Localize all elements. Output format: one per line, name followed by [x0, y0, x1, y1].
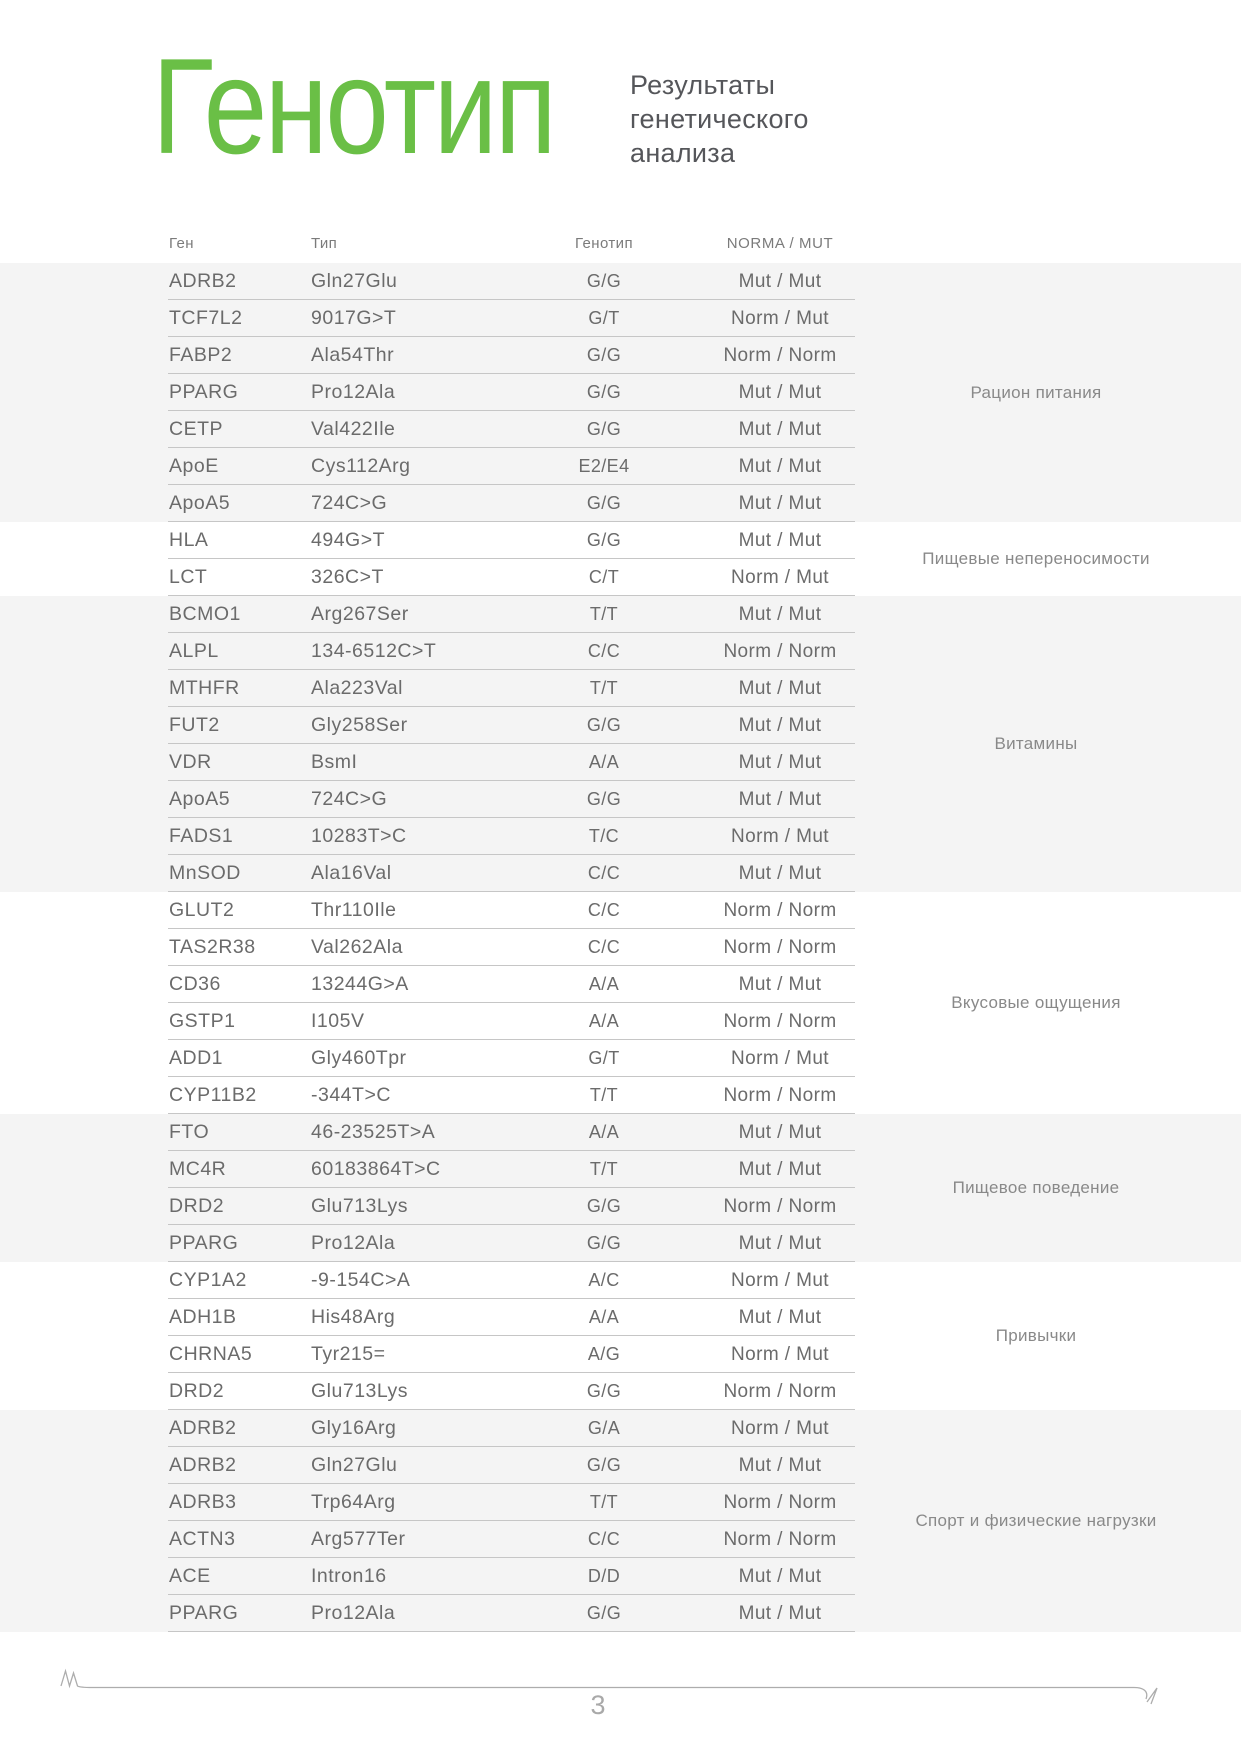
- gene-cell: ADD1: [169, 1047, 224, 1069]
- gene-cell: FTO: [169, 1121, 210, 1143]
- type-cell: 134-6512C>T: [311, 640, 437, 662]
- type-cell: 494G>T: [311, 529, 386, 551]
- row-divider: [168, 1631, 855, 1632]
- gene-cell: ADRB3: [169, 1491, 237, 1513]
- type-cell: Gln27Glu: [311, 270, 398, 292]
- type-cell: Intron16: [311, 1565, 387, 1587]
- genotype-cell: G/G: [586, 1455, 622, 1475]
- genotype-cell: A/A: [588, 752, 620, 772]
- type-cell: -344T>C: [311, 1084, 391, 1106]
- norma-cell: Mut / Mut: [738, 1603, 822, 1624]
- genotype-cell: C/C: [587, 1529, 621, 1549]
- type-cell: Pro12Ala: [311, 1602, 396, 1624]
- type-cell: Gln27Glu: [311, 1454, 398, 1476]
- norma-cell: Norm / Mut: [731, 567, 829, 588]
- type-cell: Glu713Lys: [311, 1195, 409, 1217]
- column-header-gene: Ген: [169, 235, 194, 252]
- norma-cell: Mut / Mut: [738, 678, 822, 699]
- genotype-cell: G/G: [586, 493, 622, 513]
- page-number: 3: [590, 1690, 606, 1720]
- gene-cell: VDR: [169, 751, 212, 773]
- type-cell: Glu713Lys: [311, 1380, 409, 1402]
- gene-cell: ApoA5: [169, 492, 231, 514]
- category-label: Рацион питания: [970, 382, 1102, 402]
- gene-cell: CD36: [169, 973, 221, 995]
- type-cell: His48Arg: [311, 1306, 396, 1328]
- genotype-cell: A/A: [588, 1011, 620, 1031]
- genotype-cell: T/T: [589, 1492, 619, 1512]
- norma-cell: Mut / Mut: [738, 456, 822, 477]
- gene-cell: MTHFR: [169, 677, 240, 699]
- gene-cell: CYP11B2: [169, 1084, 257, 1106]
- type-cell: Trp64Arg: [311, 1491, 396, 1513]
- norma-cell: Mut / Mut: [738, 530, 822, 551]
- subtitle-line: Результаты: [630, 70, 776, 100]
- genotype-cell: G/A: [587, 1418, 621, 1438]
- gene-cell: PPARG: [169, 1602, 239, 1624]
- category-label: Пищевые непереносимости: [922, 549, 1150, 568]
- genotype-cell: C/C: [587, 863, 621, 883]
- norma-cell: Mut / Mut: [738, 382, 822, 403]
- column-header-norma: NORMA / MUT: [726, 235, 834, 252]
- norma-cell: Mut / Mut: [738, 419, 822, 440]
- norma-cell: Norm / Norm: [723, 1381, 837, 1402]
- category-section: [0, 1410, 1241, 1632]
- type-cell: 46-23525T>A: [311, 1121, 436, 1143]
- type-cell: Ala54Thr: [311, 344, 395, 366]
- genotype-cell: G/G: [586, 1603, 622, 1623]
- norma-cell: Mut / Mut: [738, 715, 822, 736]
- gene-cell: ACTN3: [169, 1528, 236, 1550]
- gene-cell: ApoE: [169, 455, 219, 477]
- genotype-cell: G/G: [586, 271, 622, 291]
- gene-cell: CYP1A2: [169, 1269, 247, 1291]
- norma-cell: Mut / Mut: [738, 1233, 822, 1254]
- genotype-cell: A/C: [588, 1270, 620, 1290]
- category-section: [0, 596, 1241, 892]
- gene-cell: FUT2: [169, 714, 220, 736]
- norma-cell: Norm / Norm: [723, 1085, 837, 1106]
- gene-cell: CHRNA5: [169, 1343, 253, 1365]
- type-cell: BsmI: [311, 751, 358, 773]
- genotype-cell: D/D: [587, 1566, 621, 1586]
- norma-cell: Mut / Mut: [738, 1159, 822, 1180]
- type-cell: 10283T>C: [311, 825, 407, 847]
- category-label: Пищевое поведение: [952, 1178, 1120, 1197]
- genotype-cell: A/A: [588, 1307, 620, 1327]
- gene-cell: PPARG: [169, 1232, 239, 1254]
- genotype-cell: A/A: [588, 974, 620, 994]
- type-cell: Cys112Arg: [311, 455, 411, 477]
- norma-cell: Norm / Norm: [723, 900, 837, 921]
- norma-cell: Norm / Norm: [723, 641, 837, 662]
- type-cell: Arg267Ser: [311, 603, 409, 625]
- norma-cell: Mut / Mut: [738, 1455, 822, 1476]
- type-cell: Gly16Arg: [311, 1417, 397, 1439]
- table-header: [0, 230, 1241, 258]
- genotype-cell: T/T: [589, 1085, 619, 1105]
- gene-cell: ADRB2: [169, 1417, 237, 1439]
- genotype-cell: C/T: [588, 567, 620, 587]
- genotype-cell: G/T: [588, 308, 620, 328]
- genotype-cell: A/A: [588, 1122, 620, 1142]
- category-section: [0, 892, 1241, 1114]
- type-cell: Tyr215=: [311, 1343, 386, 1365]
- gene-cell: CETP: [169, 418, 224, 440]
- type-cell: Val422Ile: [311, 418, 396, 440]
- genotype-cell: T/C: [588, 826, 620, 846]
- norma-cell: Norm / Mut: [731, 1418, 829, 1439]
- genotype-cell: T/T: [589, 678, 619, 698]
- gene-cell: ADRB2: [169, 270, 237, 292]
- norma-cell: Norm / Norm: [723, 1492, 837, 1513]
- gene-cell: TCF7L2: [169, 307, 243, 329]
- norma-cell: Mut / Mut: [738, 1566, 822, 1587]
- type-cell: 326C>T: [311, 566, 384, 588]
- category-section: [0, 1114, 1241, 1262]
- subtitle-line: анализа: [630, 138, 736, 168]
- gene-cell: ALPL: [169, 640, 219, 662]
- genotype-cell: G/G: [586, 789, 622, 809]
- gene-cell: GSTP1: [169, 1010, 236, 1032]
- genotype-cell: G/G: [586, 419, 622, 439]
- category-section: [0, 263, 1241, 522]
- type-cell: Pro12Ala: [311, 1232, 396, 1254]
- norma-cell: Mut / Mut: [738, 271, 822, 292]
- category-label: Витамины: [994, 734, 1078, 753]
- genotype-cell: E2/E4: [578, 456, 630, 476]
- type-cell: 724C>G: [311, 788, 388, 810]
- gene-cell: BCMO1: [169, 603, 241, 625]
- norma-cell: Norm / Norm: [723, 1011, 837, 1032]
- subtitle-line: генетического: [630, 104, 809, 134]
- gene-cell: HLA: [169, 529, 209, 551]
- gene-cell: GLUT2: [169, 899, 235, 921]
- results-table: [0, 263, 1241, 1632]
- gene-cell: ApoA5: [169, 788, 231, 810]
- norma-cell: Norm / Mut: [731, 826, 829, 847]
- type-cell: 13244G>A: [311, 973, 409, 995]
- genotype-cell: C/C: [587, 900, 621, 920]
- norma-cell: Mut / Mut: [738, 604, 822, 625]
- gene-cell: FADS1: [169, 825, 234, 847]
- type-cell: Ala223Val: [311, 677, 403, 699]
- type-cell: I105V: [311, 1010, 365, 1032]
- norma-cell: Norm / Mut: [731, 1344, 829, 1365]
- genotype-cell: C/C: [587, 937, 621, 957]
- genotype-cell: G/G: [586, 345, 622, 365]
- norma-cell: Norm / Norm: [723, 937, 837, 958]
- category-label: Вкусовые ощущения: [951, 993, 1121, 1012]
- genotype-cell: G/T: [588, 1048, 620, 1068]
- norma-cell: Mut / Mut: [738, 789, 822, 810]
- genotype-cell: G/G: [586, 715, 622, 735]
- genotype-cell: G/G: [586, 1381, 622, 1401]
- genotype-cell: T/T: [589, 1159, 619, 1179]
- gene-cell: DRD2: [169, 1380, 225, 1402]
- gene-cell: ADH1B: [169, 1306, 237, 1328]
- category-section: [0, 1262, 1241, 1410]
- type-cell: Ala16Val: [311, 862, 392, 884]
- category-label: Спорт и физические нагрузки: [915, 1511, 1157, 1530]
- genotype-cell: G/G: [586, 1233, 622, 1253]
- type-cell: 9017G>T: [311, 307, 397, 329]
- type-cell: Pro12Ala: [311, 381, 396, 403]
- genotype-cell: C/C: [587, 641, 621, 661]
- norma-cell: Norm / Norm: [723, 1529, 837, 1550]
- norma-cell: Mut / Mut: [738, 1307, 822, 1328]
- gene-cell: FABP2: [169, 344, 233, 366]
- category-section: [0, 522, 1241, 596]
- norma-cell: Norm / Mut: [731, 1270, 829, 1291]
- column-header-genotype: Генотип: [575, 235, 633, 252]
- norma-cell: Norm / Mut: [731, 308, 829, 329]
- gene-cell: LCT: [169, 566, 208, 588]
- type-cell: 60183864T>C: [311, 1158, 441, 1180]
- norma-cell: Mut / Mut: [738, 974, 822, 995]
- gene-cell: PPARG: [169, 381, 239, 403]
- norma-cell: Mut / Mut: [738, 863, 822, 884]
- gene-cell: MnSOD: [169, 862, 241, 884]
- gene-cell: TAS2R38: [169, 936, 256, 958]
- genotype-cell: G/G: [586, 530, 622, 550]
- genotype-cell: G/G: [586, 1196, 622, 1216]
- page-subtitle: [630, 68, 809, 170]
- type-cell: Thr110Ile: [311, 899, 397, 921]
- type-cell: -9-154C>A: [311, 1269, 411, 1291]
- norma-cell: Norm / Norm: [723, 345, 837, 366]
- type-cell: Gly460Tpr: [311, 1047, 407, 1069]
- footer-tick-icon: [1147, 1688, 1157, 1704]
- type-cell: Val262Ala: [311, 936, 403, 958]
- type-cell: Gly258Ser: [311, 714, 408, 736]
- page-title: Генотип: [152, 30, 555, 182]
- category-label: Привычки: [995, 1326, 1077, 1345]
- gene-cell: ADRB2: [169, 1454, 237, 1476]
- genotype-cell: A/G: [587, 1344, 621, 1364]
- norma-cell: Norm / Mut: [731, 1048, 829, 1069]
- norma-cell: Norm / Norm: [723, 1196, 837, 1217]
- genotype-cell: G/G: [586, 382, 622, 402]
- gene-cell: ACE: [169, 1565, 211, 1587]
- column-header-type: Тип: [311, 235, 338, 252]
- type-cell: Arg577Ter: [311, 1528, 406, 1550]
- gene-cell: DRD2: [169, 1195, 225, 1217]
- genotype-cell: T/T: [589, 604, 619, 624]
- norma-cell: Mut / Mut: [738, 752, 822, 773]
- gene-cell: MC4R: [169, 1158, 227, 1180]
- type-cell: 724C>G: [311, 492, 388, 514]
- norma-cell: Mut / Mut: [738, 1122, 822, 1143]
- norma-cell: Mut / Mut: [738, 493, 822, 514]
